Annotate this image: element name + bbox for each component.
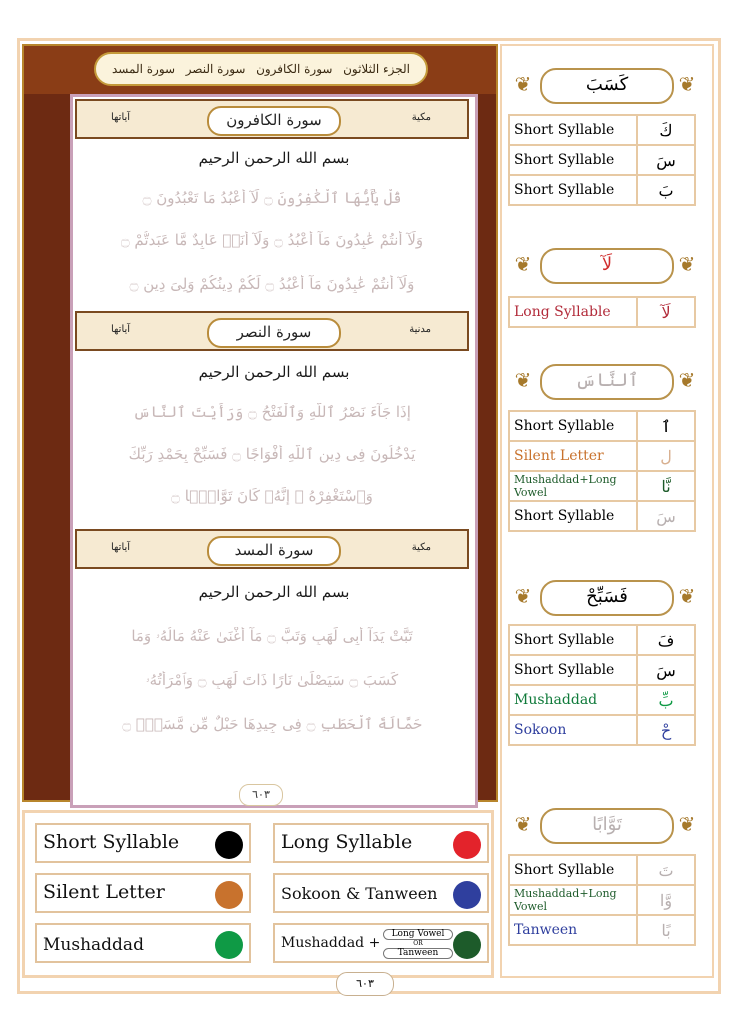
- table-row: [509, 685, 695, 715]
- ayah-line: قُلْ يَٰٓأَيُّهَا ٱلْكَٰفِرُونَ ۝ لَآ أَعْبُدُ مَا تَعْبُدُونَ ۝: [142, 189, 402, 207]
- word-cartouche: فَسَبِّحْ: [540, 580, 674, 616]
- syllable-arabic: وَّا: [637, 885, 695, 915]
- word-table: [508, 624, 696, 746]
- legend-label: Sokoon & Tanween: [281, 884, 438, 903]
- table-row: [509, 915, 695, 945]
- syllable-arabic: سَ: [637, 501, 695, 531]
- table-row: [509, 145, 695, 175]
- syllable-label: Tanween: [509, 915, 637, 945]
- syllable-arabic: بًا: [637, 915, 695, 945]
- legend-item: [273, 823, 489, 863]
- syllable-label: Mushaddad+Long Vowel: [509, 471, 637, 501]
- syllable-label: Sokoon: [509, 715, 637, 745]
- ayat-label: آياتها: [111, 112, 131, 123]
- surah-title: سورة المسد: [207, 536, 341, 566]
- surah-header-masad: [75, 529, 469, 569]
- table-row: [509, 625, 695, 655]
- word-cartouche: كَسَبَ: [540, 68, 674, 104]
- table-row: [509, 441, 695, 471]
- surah-title: سورة النصر: [207, 318, 341, 348]
- table-row: [509, 501, 695, 531]
- surah-type: مدنية: [409, 324, 431, 335]
- ayah-line: حَمَّالَةَ ٱلْحَطَبِ ۝ فِى جِيدِهَا حَبْلٌ مِّن مَّسَدٍۭ ۝: [122, 715, 422, 733]
- syllable-arabic: لَآ: [637, 297, 695, 327]
- surah-header-nasr: [75, 311, 469, 351]
- ayah-line: وَلَآ أَنتُمْ عَٰبِدُونَ مَآ أَعْبُدُ ۝ وَلَآ أَنَا۠ عَابِدٌ مَّا عَبَدتُّمْ ۝: [120, 231, 424, 249]
- word-cartouche: تَوَّابًا: [540, 808, 674, 844]
- word-table: [508, 296, 696, 328]
- syllable-arabic: تَ: [637, 855, 695, 885]
- table-row: [509, 885, 695, 915]
- color-dot-icon: [215, 881, 243, 909]
- juz-middle-1: سورة النصر: [185, 62, 246, 76]
- ayah-line: إِذَا جَآءَ نَصْرُ ٱللَّهِ وَٱلْفَتْحُ ۝ وَرَأَيْتَ ٱلنَّاسَ: [133, 403, 411, 421]
- ornament-left-icon: ❦: [514, 812, 532, 836]
- table-row: [509, 855, 695, 885]
- basmala: بسم الله الرحمن الرحيم: [198, 363, 350, 381]
- syllable-label: Short Syllable: [509, 411, 637, 441]
- surah-title: سورة الكافرون: [207, 106, 341, 136]
- ornament-right-icon: ❦: [678, 584, 696, 608]
- text-area: [70, 94, 478, 808]
- ornament-right-icon: ❦: [678, 812, 696, 836]
- syllable-label: Long Syllable: [509, 297, 637, 327]
- juz-right: الجزء الثلاثون: [343, 62, 410, 76]
- legend-label: Long Syllable: [281, 831, 413, 853]
- syllable-arabic: كَ: [637, 115, 695, 145]
- syllable-arabic: ل: [637, 441, 695, 471]
- syllable-label: Short Syllable: [509, 115, 637, 145]
- syllable-arabic: بِّ: [637, 685, 695, 715]
- syllable-label: Silent Letter: [509, 441, 637, 471]
- long-vowel-or-tanween: [383, 929, 453, 959]
- syllable-arabic: حْ: [637, 715, 695, 745]
- surah-header-kafirun: [75, 99, 469, 139]
- word-table: [508, 114, 696, 206]
- ayah-line: يَدْخُلُونَ فِى دِينِ ٱللَّهِ أَفْوَاجًا ۝ فَسَبِّحْ بِحَمْدِ رَبِّكَ: [128, 445, 416, 463]
- basmala: بسم الله الرحمن الرحيم: [198, 583, 350, 601]
- syllable-arabic: بَ: [637, 175, 695, 205]
- word-breakdown-panel: [500, 44, 714, 978]
- ayah-line: وَلَآ أَنتُمْ عَٰبِدُونَ مَآ أَعْبُدُ ۝ لَكُمْ دِينُكُمْ وَلِىَ دِينِ ۝: [129, 275, 415, 293]
- ornament-right-icon: ❦: [678, 72, 696, 96]
- juz-left: سورة المسد: [112, 62, 176, 76]
- color-dot-icon: [453, 831, 481, 859]
- surah-type: مكية: [411, 542, 431, 553]
- table-row: [509, 411, 695, 441]
- color-legend: [22, 810, 494, 978]
- ayah-line: تَبَّتْ يَدَآ أَبِى لَهَبٍ وَتَبَّ ۝ مَآ أَغْنَىٰ عَنْهُ مَالُهُۥ وَمَا: [131, 627, 413, 645]
- syllable-label: Mushaddad: [509, 685, 637, 715]
- sub-label-long-vowel: Long Vowel: [383, 929, 453, 940]
- ayat-label: آياتها: [111, 542, 131, 553]
- ornament-right-icon: ❦: [678, 368, 696, 392]
- syllable-label: Mushaddad+Long Vowel: [509, 885, 637, 915]
- syllable-arabic: سَ: [637, 655, 695, 685]
- legend-label: Mushaddad: [43, 935, 144, 955]
- syllable-label: Short Syllable: [509, 175, 637, 205]
- color-dot-icon: [453, 881, 481, 909]
- word-ornament: [508, 242, 702, 286]
- word-ornament: [508, 802, 702, 846]
- sub-label-or: OR: [413, 940, 423, 947]
- word-table: [508, 410, 696, 532]
- word-table: [508, 854, 696, 946]
- legend-item: [35, 823, 251, 863]
- syllable-label: Short Syllable: [509, 855, 637, 885]
- sub-label-tanween: Tanween: [383, 948, 453, 959]
- syllable-label: Short Syllable: [509, 145, 637, 175]
- legend-label: Silent Letter: [43, 881, 165, 903]
- quran-page: [22, 44, 498, 802]
- syllable-label: Short Syllable: [509, 625, 637, 655]
- ornament-left-icon: ❦: [514, 72, 532, 96]
- syllable-label: Short Syllable: [509, 501, 637, 531]
- table-row: [509, 655, 695, 685]
- legend-item: [35, 873, 251, 913]
- page-number: ٦٠٣: [239, 784, 283, 806]
- table-row: [509, 175, 695, 205]
- table-row: [509, 115, 695, 145]
- surah-type: مكية: [411, 112, 431, 123]
- basmala: بسم الله الرحمن الرحيم: [198, 149, 350, 167]
- word-cartouche: ٱلنَّاسَ: [540, 364, 674, 400]
- syllable-arabic: فَ: [637, 625, 695, 655]
- ayat-label: آياتها: [111, 324, 131, 335]
- word-cartouche: لَآ: [540, 248, 674, 284]
- syllable-arabic: ٱ: [637, 411, 695, 441]
- juz-header: [94, 52, 428, 86]
- color-dot-icon: [215, 931, 243, 959]
- word-ornament: [508, 62, 702, 106]
- table-row: [509, 297, 695, 327]
- ornament-right-icon: ❦: [678, 252, 696, 276]
- word-ornament: [508, 358, 702, 402]
- legend-label: Short Syllable: [43, 831, 180, 853]
- legend-item: [273, 923, 489, 963]
- legend-item: [35, 923, 251, 963]
- legend-label: Mushaddad +: [281, 935, 381, 951]
- syllable-arabic: سَ: [637, 145, 695, 175]
- ornament-left-icon: ❦: [514, 584, 532, 608]
- legend-item: [273, 873, 489, 913]
- ayah-line: كَسَبَ ۝ سَيَصْلَىٰ نَارًا ذَاتَ لَهَبٍ ۝ وَٱمْرَأَتُهُۥ: [145, 671, 399, 689]
- table-row: [509, 471, 695, 501]
- syllable-label: Short Syllable: [509, 655, 637, 685]
- color-dot-icon: [453, 931, 481, 959]
- color-dot-icon: [215, 831, 243, 859]
- syllable-arabic: نَّا: [637, 471, 695, 501]
- ayah-line: وَٱسْتَغْفِرْهُ ۚ إِنَّهُۥ كَانَ تَوَّابًۢا ۝: [171, 487, 373, 505]
- ornament-left-icon: ❦: [514, 368, 532, 392]
- ornament-left-icon: ❦: [514, 252, 532, 276]
- word-ornament: [508, 574, 702, 618]
- juz-middle-2: سورة الكافرون: [256, 62, 333, 76]
- table-row: [509, 715, 695, 745]
- bottom-page-number: ٦٠٣: [336, 972, 394, 996]
